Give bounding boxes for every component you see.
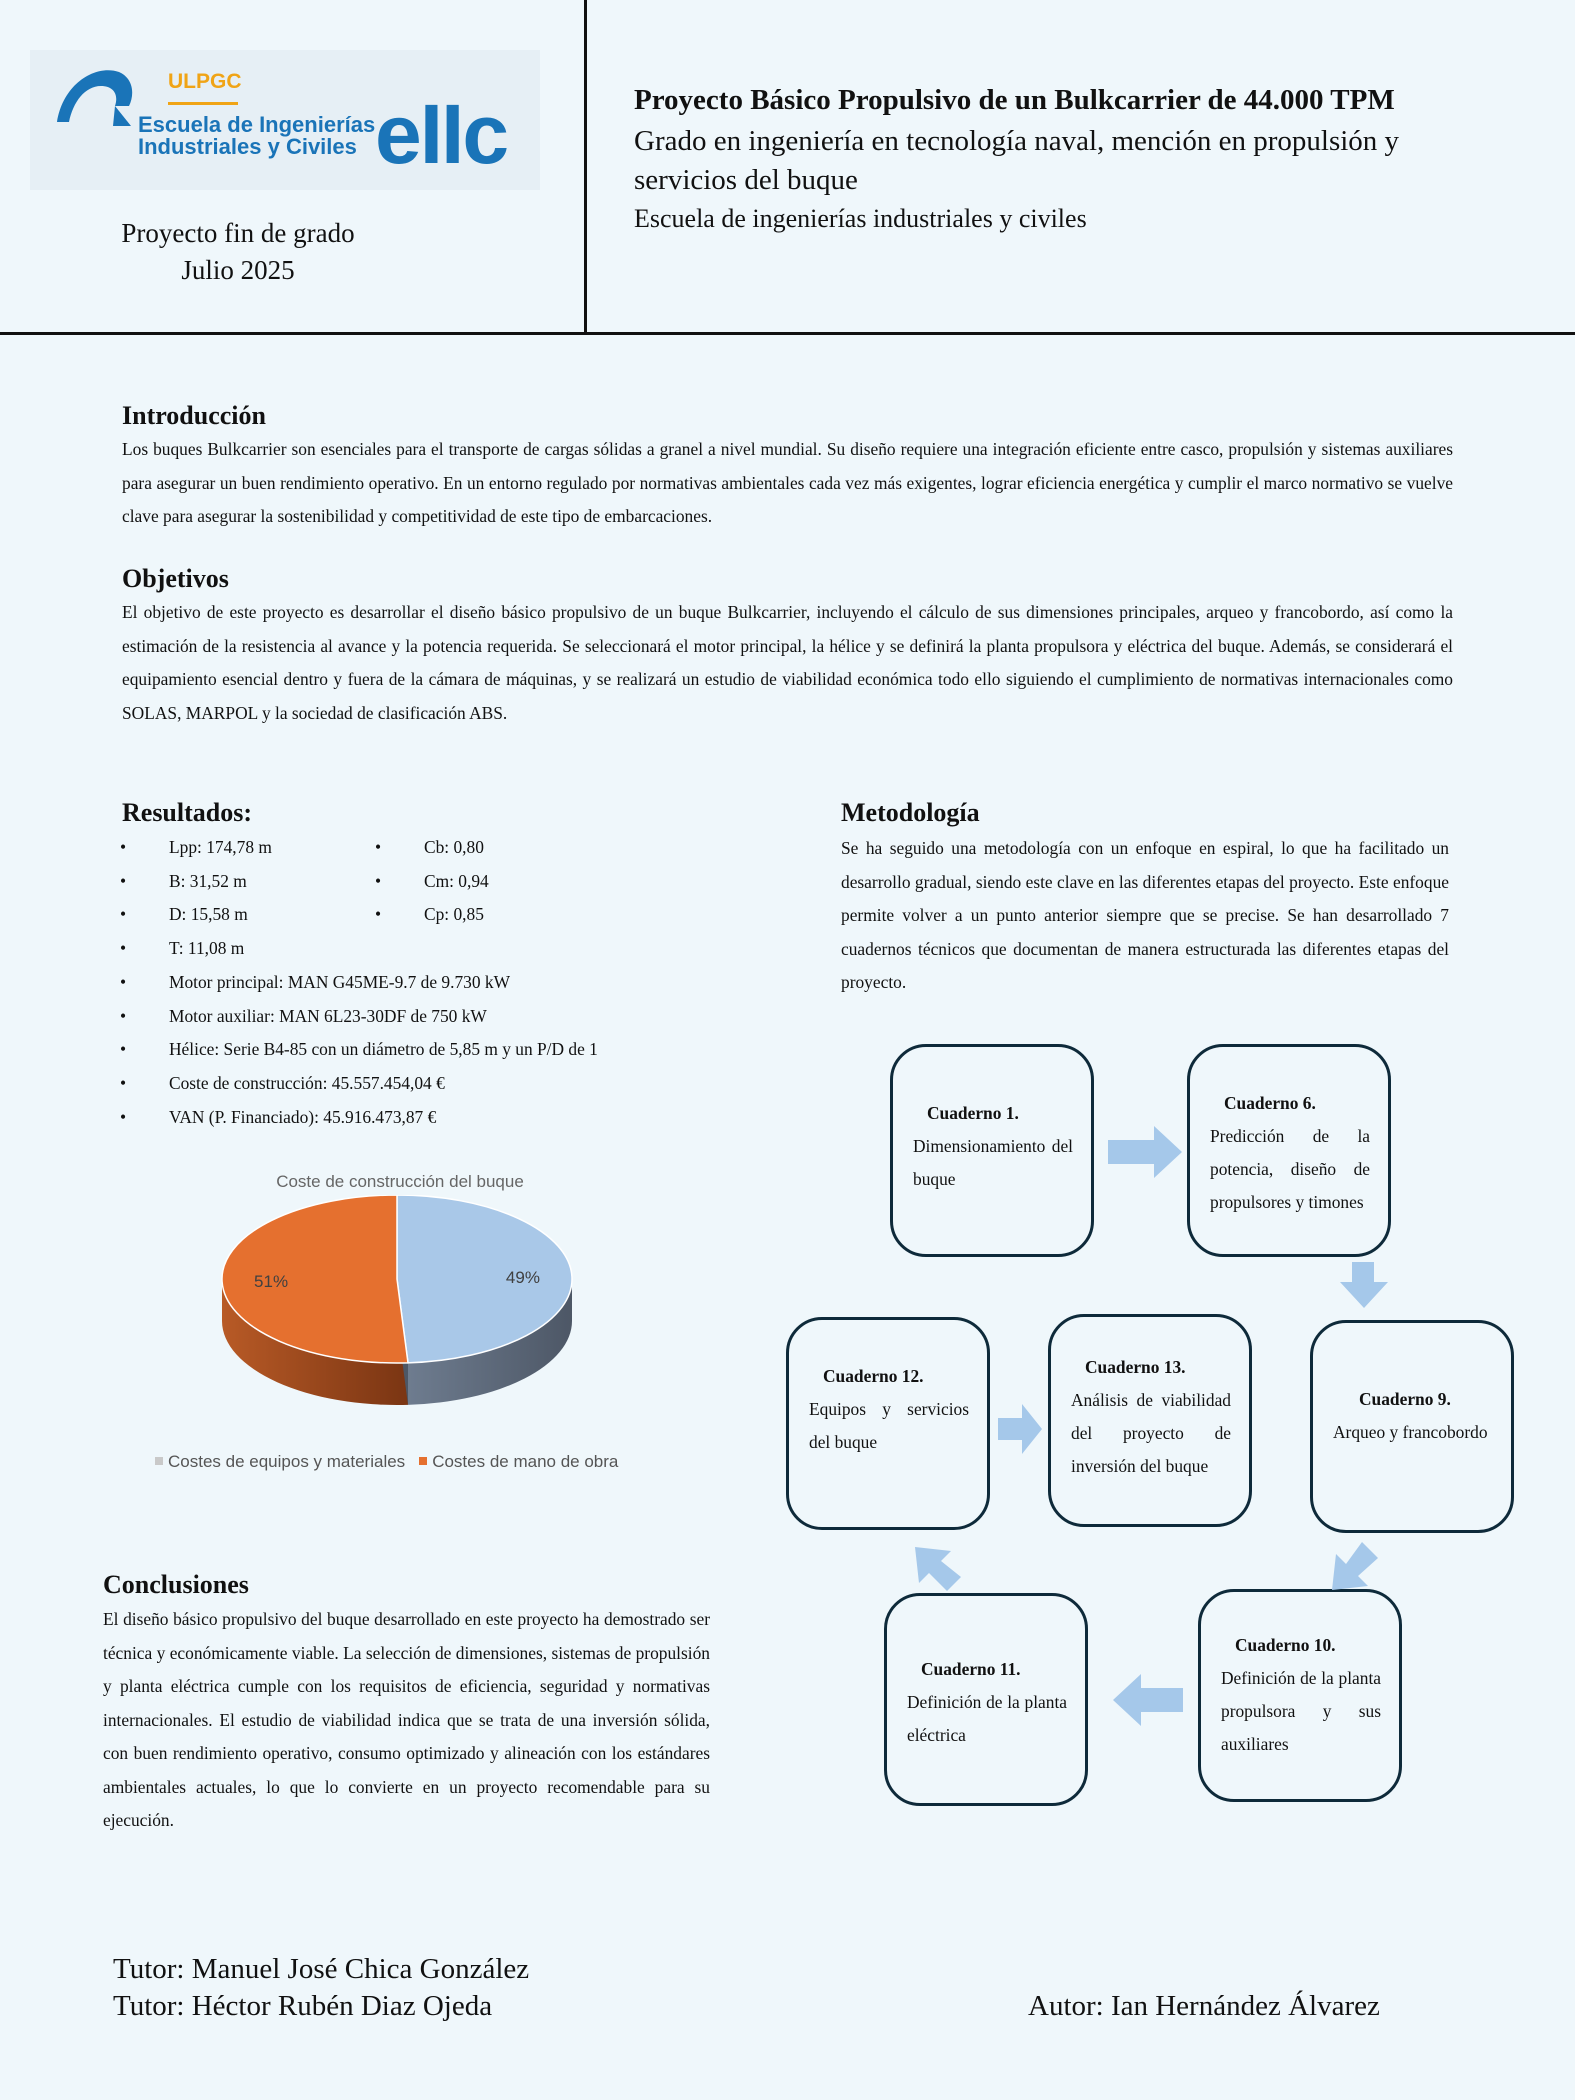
resultados-list [120, 831, 598, 1134]
conclusiones-heading: Conclusiones [103, 1570, 249, 1599]
cuaderno-desc: Análisis de viabilidad del proyecto de inversión del buque [1071, 1390, 1231, 1476]
result-item: • Cm: 0,94 [375, 865, 489, 899]
cuaderno-desc: Definición de la planta eléctrica [907, 1692, 1067, 1745]
project-type-date [88, 215, 388, 289]
pie-data-label: 49% [505, 1268, 540, 1288]
conclusiones-text: El diseño básico propulsivo del buque desarrollado en este proyecto ha demostrado ser técnica y económicamente viable. La selección de dimensiones, sistemas de propulsión y planta eléctrica cumple con los requisitos de eficiencia, seguridad y normativas internacionales. El estudio de viabilidad indica que se trata de una inversión sólida, con buen rendimiento operativo, consumo optimizado y alineación con los estándares ambientales actuales, lo que lo convierte en un proyecto recomendable para su ejecución. [103, 1609, 710, 1830]
result-item: • D: 15,58 m [120, 898, 598, 932]
cuaderno-title: Cuaderno 12. [823, 1366, 924, 1386]
metodologia-heading: Metodología [841, 798, 980, 827]
cuaderno-9-box [1310, 1320, 1514, 1533]
project-date: Julio 2025 [181, 255, 295, 285]
legend-item: Costes de equipos y materiales [155, 1452, 405, 1471]
chart-title: Coste de construcción del buque [276, 1172, 524, 1191]
header-divider [0, 332, 1575, 335]
result-item: • Coste de construcción: 45.557.454,04 € [120, 1067, 598, 1101]
resultados-coef-list [375, 831, 489, 932]
logo-school-name [138, 114, 375, 158]
university-logo [30, 50, 540, 190]
cuaderno-title: Cuaderno 13. [1085, 1357, 1186, 1377]
cuaderno-title: Cuaderno 1. [927, 1103, 1019, 1123]
tutor-1: Tutor: Manuel José Chica González [113, 1953, 530, 1985]
tutor-2: Tutor: Héctor Rubén Diaz Ojeda [113, 1990, 493, 2022]
poster-subtitle: Grado en ingeniería en tecnología naval, mención en propulsión y servicios del buque [634, 125, 1400, 196]
poster-title: Proyecto Básico Propulsivo de un Bulkcarrier de 44.000 TPM [634, 84, 1395, 116]
arrow-down-left-icon [1328, 1540, 1380, 1592]
cuaderno-title: Cuaderno 6. [1224, 1093, 1316, 1113]
result-item: • T: 11,08 m [120, 932, 598, 966]
result-item: • Cb: 0,80 [375, 831, 489, 865]
arrow-left-icon [1113, 1674, 1183, 1726]
logo-school-line2: Industriales y Civiles [138, 134, 357, 159]
cuaderno-1-box [890, 1044, 1094, 1257]
pie-data-label: 51% [254, 1271, 289, 1291]
pie-chart [200, 1195, 600, 1435]
cuaderno-title: Cuaderno 11. [921, 1659, 1021, 1679]
result-item: • VAN (P. Financiado): 45.916.473,87 € [120, 1101, 598, 1135]
result-item: • Cp: 0,85 [375, 898, 489, 932]
cuaderno-10-box [1198, 1589, 1402, 1802]
result-item: • Hélice: Serie B4-85 con un diámetro de 5,85 m y un P/D de 1 [120, 1033, 598, 1067]
poster-school: Escuela de ingenierías industriales y civiles [634, 204, 1087, 233]
legend-item: Costes de mano de obra [419, 1452, 618, 1471]
logo-ulpgc-text: ULPGC [168, 70, 242, 93]
introduccion-text: Los buques Bulkcarrier son esenciales para el transporte de cargas sólidas a granel a nivel mundial. Su diseño requiere una integración eficiente entre casco, propulsión y sistemas auxiliares para asegurar un buen rendimiento operativo. En un entorno regulado por normativas ambientales cada vez más exigentes, lograr eficiencia energética y cumplir el marco normativo se vuelve clave para asegurar la sostenibilidad y competitividad de este tipo de embarcaciones. [122, 439, 1453, 526]
cuaderno-desc: Definición de la planta propulsora y sus auxiliares [1221, 1668, 1381, 1754]
result-item: • B: 31,52 m [120, 865, 598, 899]
header-vertical-divider [584, 0, 587, 335]
logo-school-line1: Escuela de Ingenierías [138, 112, 376, 137]
author: Autor: Ian Hernández Álvarez [1028, 1990, 1380, 2022]
objetivos-text: El objetivo de este proyecto es desarrollar el diseño básico propulsivo de un buque Bulkcarrier, incluyendo el cálculo de sus dimensiones principales, arqueo y francobordo, así como la estimación de la resistencia al avance y la potencia requerida. Se seleccionará el motor principal, la hélice y se definirá la planta propulsora y eléctrica del buque. Además, se considerará el equipamiento esencial dentro y fuera de la cámara de máquinas, y se realizará un estudio de viabilidad económica todo ello siguiendo el cumplimiento de normativas internacionales como SOLAS, MARPOL y la sociedad de clasificación ABS. [122, 602, 1453, 723]
resultados-heading: Resultados: [122, 798, 253, 827]
legend-swatch [155, 1457, 163, 1465]
cuaderno-desc: Dimensionamiento del buque [913, 1136, 1073, 1189]
project-type: Proyecto fin de grado [121, 218, 355, 248]
arrow-right-icon [1108, 1126, 1182, 1178]
cuaderno-12-box [786, 1317, 990, 1530]
legend-swatch [419, 1457, 427, 1465]
cuaderno-13-box [1048, 1314, 1252, 1527]
ulpgc-wave-icon [55, 64, 135, 144]
cuaderno-desc: Equipos y servicios del buque [809, 1399, 969, 1452]
result-item: • Lpp: 174,78 m [120, 831, 598, 865]
result-item: • Motor auxiliar: MAN 6L23-30DF de 750 kW [120, 1000, 598, 1034]
objetivos-heading: Objetivos [122, 564, 229, 593]
cuaderno-title: Cuaderno 10. [1235, 1635, 1336, 1655]
result-item: • Motor principal: MAN G45ME-9.7 de 9.730 kW [120, 966, 598, 1000]
tutors [113, 1951, 529, 2025]
cuaderno-desc: Predicción de la potencia, diseño de propulsores y timones [1210, 1126, 1370, 1212]
logo-eiic: eIIc [375, 87, 508, 181]
cuaderno-desc: Arqueo y francobordo [1333, 1422, 1488, 1442]
cuaderno-11-box [884, 1593, 1088, 1806]
arrow-right-small-icon [998, 1404, 1042, 1454]
arrow-down-icon [1338, 1262, 1390, 1310]
chart-legend [155, 1452, 632, 1472]
logo-underline [168, 102, 238, 105]
cuaderno-title: Cuaderno 9. [1359, 1389, 1451, 1409]
introduccion-heading: Introducción [122, 401, 266, 430]
metodologia-text: Se ha seguido una metodología con un enfoque en espiral, lo que ha facilitado un desarrollo gradual, siendo este clave en las diferentes etapas del proyecto. Este enfoque permite volver a un punto anterior siempre que se precise. Se han desarrollado 7 cuadernos técnicos que documentan de manera estructurada las diferentes etapas del proyecto. [841, 838, 1449, 992]
arrow-up-left-icon [913, 1545, 963, 1593]
cuaderno-6-box [1187, 1044, 1391, 1257]
